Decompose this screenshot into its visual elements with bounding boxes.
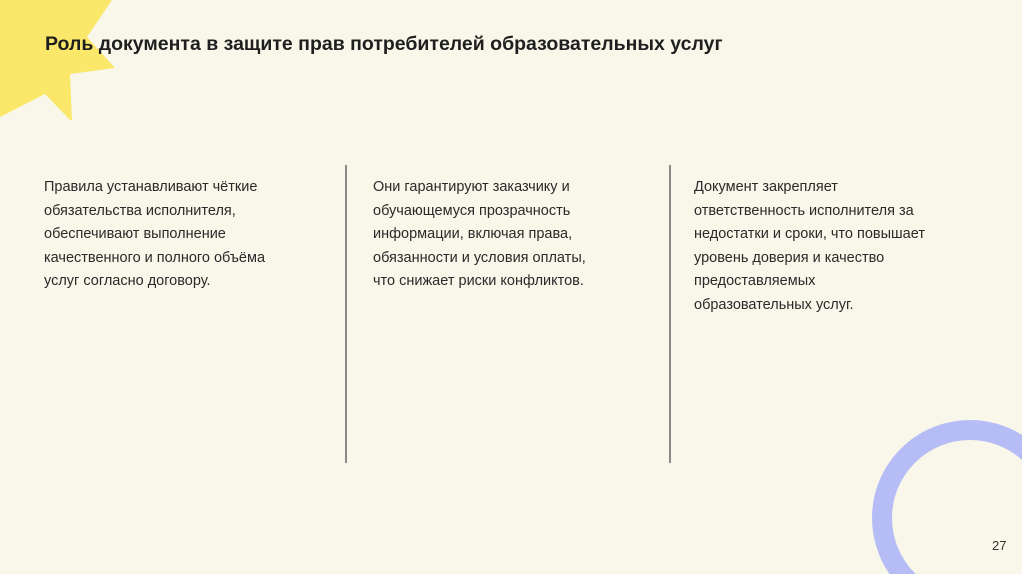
star-shape [0,0,115,120]
column-text-2: Они гарантируют заказчику и обучающемуся прозрачность информации, включая права, обязанности и условия оплаты, что снижает риски конфликтов. [373,179,586,290]
column-text-3: Документ закрепляет ответственность исполнителя за недостатки и сроки, что повышает уровень доверия и качество предоставляемых образовательных услуг. [694,179,925,313]
page-number: 27 [992,538,1007,553]
column-divider-1 [345,165,347,463]
column-text-1: Правила устанавливают чёткие обязательства исполнителя, обеспечивают выполнение качественного и полного объёма услуг согласно договору. [44,179,266,290]
slide-title: Роль документа в защите прав потребителей образовательных услуг [45,33,723,55]
star-decoration [0,0,120,120]
column-divider-2 [669,165,671,463]
